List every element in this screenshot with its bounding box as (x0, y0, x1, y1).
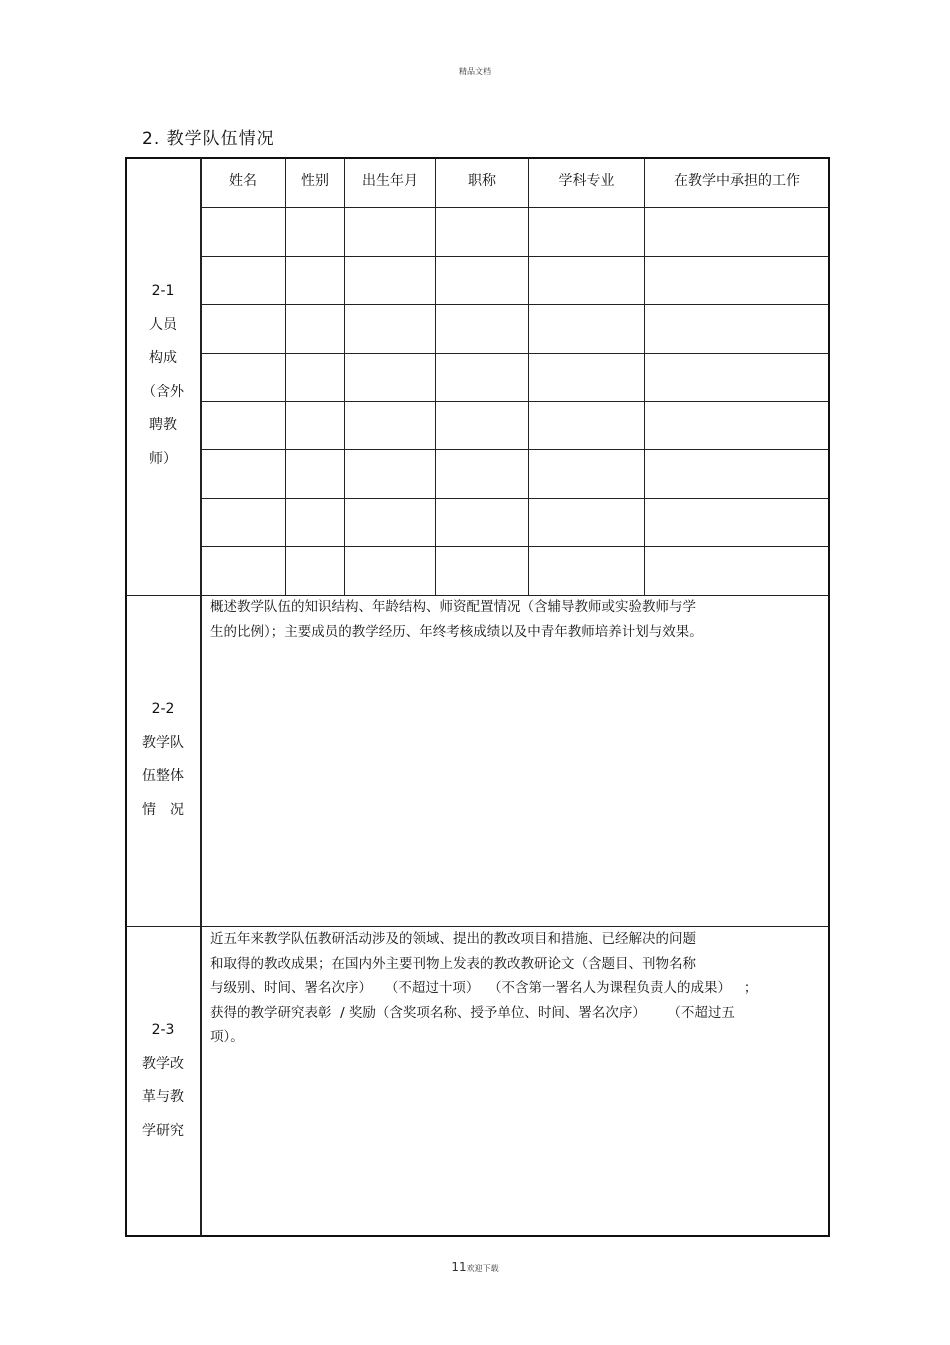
row-2-3-text-line: 获得的教学研究表彰 / 奖励（含奖项名称、授予单位、时间、署名次序） （不超过五 (210, 1004, 735, 1021)
col-header-work: 在教学中承担的工作 (674, 173, 800, 189)
row-2-1-label-line: 聘教 (149, 417, 177, 433)
row-2-3-text-line: 近五年来教学队伍教研活动涉及的领域、提出的教改项目和措施、已经解决的问题 (210, 931, 696, 947)
footer-text: 欢迎下载 (466, 1264, 499, 1273)
row-2-2-text-line: 生的比例）；主要成员的教学经历、年终考核成绩以及中青年教师培养计划与效果。 (210, 623, 703, 640)
col-header-birth: 出生年月 (362, 173, 418, 189)
grid-hline (201, 401, 829, 402)
row-2-2-label-line: 伍整体 (142, 768, 184, 784)
col-header-major: 学科专业 (558, 173, 615, 189)
header-mark: 精品文档 (459, 67, 491, 76)
page-footer (0, 1260, 950, 1274)
row-2-1-label-line: 人员 (149, 316, 177, 333)
grid-hline (201, 256, 829, 257)
section-title: 2. 教学队伍情况 (142, 129, 275, 149)
row-2-2-label-line: 2-2 (151, 701, 175, 717)
row-2-3-text-line: 与级别、时间、署名次序） （不超过十项） （不含第一署名人为课程负责人的成果） ； (210, 980, 758, 996)
row-2-3-label-line: 2-3 (151, 1022, 175, 1038)
grid-hline (201, 546, 829, 547)
row-2-1-label (125, 275, 201, 476)
row-2-3-label-line: 学研究 (142, 1122, 184, 1139)
row-2-2-label-line: 教学队 (142, 734, 184, 751)
col-header-title: 职称 (468, 173, 496, 189)
row-2-2-text-line: 概述教学队伍的知识结构、年龄结构、师资配置情况（含辅导教师或实验教师与学 (210, 599, 696, 615)
row-2-2-label-line: 情 况 (142, 801, 184, 818)
row-2-3-label (125, 1014, 201, 1148)
col-header-gender: 性别 (301, 173, 329, 189)
row-2-3-text-line: 项）。 (210, 1029, 244, 1045)
row-2-1-label-line: 师） (149, 450, 177, 467)
grid-vline (285, 158, 286, 595)
row-2-1-label-line: 2-1 (151, 283, 175, 299)
table-frame (125, 157, 830, 1237)
row-2-3-text-line: 和取得的教改成果；在国内外主要刊物上发表的教改教研论文（含题目、刊物名称 (210, 955, 696, 972)
grid-vline (435, 158, 436, 595)
row-2-2-description (210, 595, 825, 644)
grid-hline (201, 449, 829, 450)
row-2-3-description (210, 927, 825, 1050)
row-2-1-label-line: （含外 (142, 383, 184, 400)
grid-vline (528, 158, 529, 595)
grid-vline (344, 158, 345, 595)
row-2-2-label (125, 693, 201, 827)
col-header-name: 姓名 (229, 173, 257, 189)
row-2-3-label-line: 革与教 (142, 1089, 184, 1105)
grid-hline (201, 304, 829, 305)
grid-hline (201, 207, 829, 208)
row-2-1-label-line: 构成 (149, 350, 177, 366)
grid-hline (201, 353, 829, 354)
grid-vline (644, 158, 645, 595)
page-number: 11 (451, 1260, 467, 1274)
row-2-3-label-line: 教学改 (142, 1055, 184, 1072)
grid-hline (201, 498, 829, 499)
